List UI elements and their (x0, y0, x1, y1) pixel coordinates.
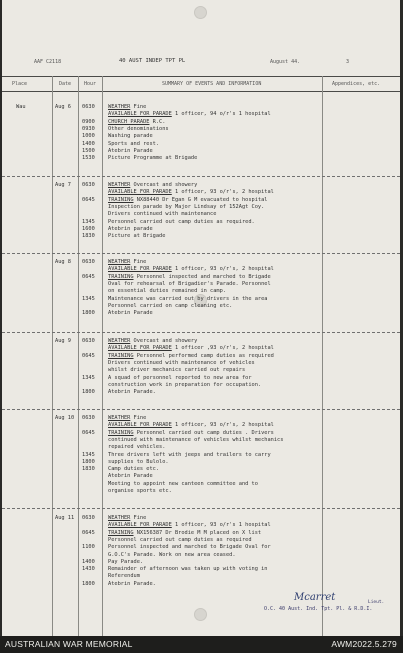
place-col-divider (52, 76, 53, 636)
entry-separator (2, 508, 400, 509)
entry-hour: 1830 (82, 233, 95, 240)
entry-line: Oval for rehearsal of Brigadier's Parade. Personnel (108, 280, 271, 287)
punch-hole-top (194, 6, 207, 19)
entry-line: Atebrin Parade (108, 147, 153, 154)
entry-line: AVAILABLE FOR PARADE 1 officer, 93 o/r's, 2 hospital (108, 422, 274, 429)
entry-line: repaired vehicles. (108, 444, 166, 451)
entry-line: Drivers continued with maintenance of vehicles (108, 359, 255, 366)
entry-hour: 0645 (82, 273, 95, 280)
officer-signature: Mcarret (294, 592, 336, 603)
entry-hour: 1345 (82, 218, 95, 225)
entry-hour: 1600 (82, 225, 95, 232)
entry-hour: 1800 (82, 310, 95, 317)
entry-hour: 1345 (82, 374, 95, 381)
entry-line: Maintenance was carried out by drivers in the area (108, 295, 268, 302)
header-bottom-rule (2, 91, 400, 92)
entry-line: Other denominations (108, 125, 169, 132)
header-top-rule (2, 76, 400, 77)
entry-hour: 0645 (82, 429, 95, 436)
entry-line: continued with maintenance of vehicles whilst mechanics (108, 436, 284, 443)
entry-hour: 0630 (82, 515, 95, 521)
col-hour: Hour (84, 81, 97, 87)
signature-caption: O.C. 40 Aust. Ind. Tpt. Pl. & R.D.I. (264, 606, 373, 612)
entry-separator (2, 332, 400, 333)
entry-line: Washing parade (108, 133, 153, 140)
entry-hour: 1530 (82, 155, 95, 162)
entry-hour: 0630 (82, 182, 95, 188)
entry-line: Personnel carried out camp duties as required. (108, 218, 255, 225)
entry-line: on essential duties remained in camp. (108, 288, 226, 295)
entry-line: Referendum (108, 573, 140, 580)
entry-date: Aug 8 (55, 259, 71, 265)
entry-line: Drivers continued with maintenance (108, 211, 217, 218)
form-code: AAF C2118 (34, 59, 62, 65)
col-place: Place (12, 81, 28, 87)
entry-line: AVAILABLE FOR PARADE 1 officer, 93 o/r's, 2 hospital (108, 189, 274, 196)
entry-hour: 0630 (82, 415, 95, 421)
archive-footer (0, 636, 403, 653)
entry-line: Inspection parade by Major Lindsay of 152Agt Coy. (108, 203, 265, 210)
signature-rank: Lieut. (368, 600, 385, 605)
entry-line: Picture at Brigade (108, 233, 166, 240)
entry-line: G.O.C's Parade. Work on new area ceased. (108, 551, 236, 558)
entry-hour: 1345 (82, 295, 95, 302)
entry-line: Personnel inspected and marched to Brigade Oval for (108, 544, 271, 551)
entry-hour: 1830 (82, 466, 95, 473)
entry-line: Camp duties etc. (108, 466, 160, 473)
hour-col-divider (102, 76, 103, 636)
entry-hour: 1400 (82, 558, 95, 565)
entry-separator (2, 176, 400, 177)
entry-line: Pay Parade. (108, 558, 144, 565)
entry-line: Atebrin Parade. (108, 389, 156, 396)
entry-date: Aug 9 (55, 338, 71, 344)
entry-line: WEATHER Fine (108, 515, 147, 521)
entry-line: AVAILABLE FOR PARADE 1 officer, 94 o/r's 1 hospital (108, 111, 271, 118)
entry-hour: 1100 (82, 544, 95, 551)
entry-hour: 0645 (82, 529, 95, 536)
place-value: Wau (16, 104, 26, 110)
entry-hour: 1500 (82, 147, 95, 154)
entry-line: Atebrin Parade. (108, 580, 156, 587)
entry-line: Three drivers left with jeeps and trailers to carry (108, 451, 271, 458)
col-summary: SUMMARY OF EVENTS AND INFORMATION (162, 81, 262, 87)
entry-line: A squad of personnel reported to new area for (108, 374, 252, 381)
date-col-divider (78, 76, 79, 636)
entry-line: WEATHER Fine (108, 415, 147, 421)
entry-hour: 1800 (82, 458, 95, 465)
entry-line: AVAILABLE FOR PARADE 1 officer ,93 o/r's, 2 hospital (108, 345, 274, 352)
archive-name: AUSTRALIAN WAR MEMORIAL (5, 639, 133, 649)
entry-line: Atebrin Parade (108, 310, 153, 317)
punch-hole-bottom (194, 608, 207, 621)
entry-line: WEATHER Fine (108, 259, 147, 265)
entry-hour: 1800 (82, 389, 95, 396)
entry-date: Aug 11 (55, 515, 75, 521)
entry-line: AVAILABLE FOR PARADE 1 officer, 93 o/r's, 2 hospital (108, 266, 274, 273)
entry-line: Atebrin parade (108, 225, 153, 232)
archive-reference: AWM2022.5.279 (331, 639, 397, 649)
col-appendices: Appendices, etc. (332, 81, 381, 87)
month: August 44. (270, 59, 301, 65)
col-date: Date (59, 81, 72, 87)
entry-date: Aug 6 (55, 104, 71, 110)
entry-line: Remainder of afternoon was taken up with voting in (108, 566, 268, 573)
unit-name: 40 AUST INDEP TPT PL (119, 58, 186, 64)
entry-line: WEATHER Overcast and showery (108, 182, 198, 188)
entry-hour: 0645 (82, 196, 95, 203)
entry-hour: 1345 (82, 451, 95, 458)
entry-line: TRAINING Personnel inspected and marched to Brigade (108, 273, 271, 280)
war-diary-page (2, 0, 400, 636)
entry-hour: 1430 (82, 566, 95, 573)
entry-line: construction work in preparation for occupation. (108, 381, 262, 388)
entry-line: TRAINING Personnel carried out camp duties . Drivers (108, 429, 274, 436)
entry-hour: 1800 (82, 580, 95, 587)
entry-line: Meeting to appoint new canteen committee and to (108, 480, 258, 487)
entry-line: organise sports etc. (108, 488, 172, 494)
entry-line: TRAINING Personnel performed camp duties as required (108, 352, 274, 359)
entry-line: TRAINING NX156387 Dr Brodie M M placed on X list (108, 529, 262, 536)
entry-hour: 0630 (82, 104, 95, 110)
entry-hour: 0930 (82, 125, 95, 132)
entry-line: supplies to Bulolo. (108, 458, 169, 465)
entry-line: WEATHER Fine (108, 104, 147, 110)
entry-hour: 1400 (82, 140, 95, 147)
entry-line: CHURCH PARADE R.C. (108, 118, 166, 125)
entry-date: Aug 7 (55, 182, 71, 188)
entry-line: whilst driver mechanics carried out repairs (108, 367, 246, 374)
entry-line: Personnel carried on camp cleaning etc. (108, 302, 233, 309)
entry-hour: 0645 (82, 352, 95, 359)
entry-line: AVAILABLE FOR PARADE 1 officer, 93 o/r's 1 hospital (108, 522, 271, 529)
appendices-col-divider (322, 76, 323, 636)
entry-line: Personnel carried out camp duties as required (108, 536, 252, 543)
entry-line: Atebrin Parade (108, 473, 153, 480)
entry-line: TRAINING NX88440 Dr Egan G M evacuated to hospital (108, 196, 268, 203)
entry-date: Aug 10 (55, 415, 75, 421)
entry-separator (2, 253, 400, 254)
entry-line: Sports and rest. (108, 140, 160, 147)
entry-hour: 0630 (82, 338, 95, 344)
entry-hour: 1000 (82, 133, 95, 140)
entry-line: WEATHER Overcast and showery (108, 338, 198, 344)
entry-separator (2, 409, 400, 410)
entry-line: Picture Programme at Brigade (108, 155, 198, 162)
entry-hour: 0630 (82, 259, 95, 265)
page-number: 3 (346, 59, 350, 65)
entry-hour: 0900 (82, 118, 95, 125)
